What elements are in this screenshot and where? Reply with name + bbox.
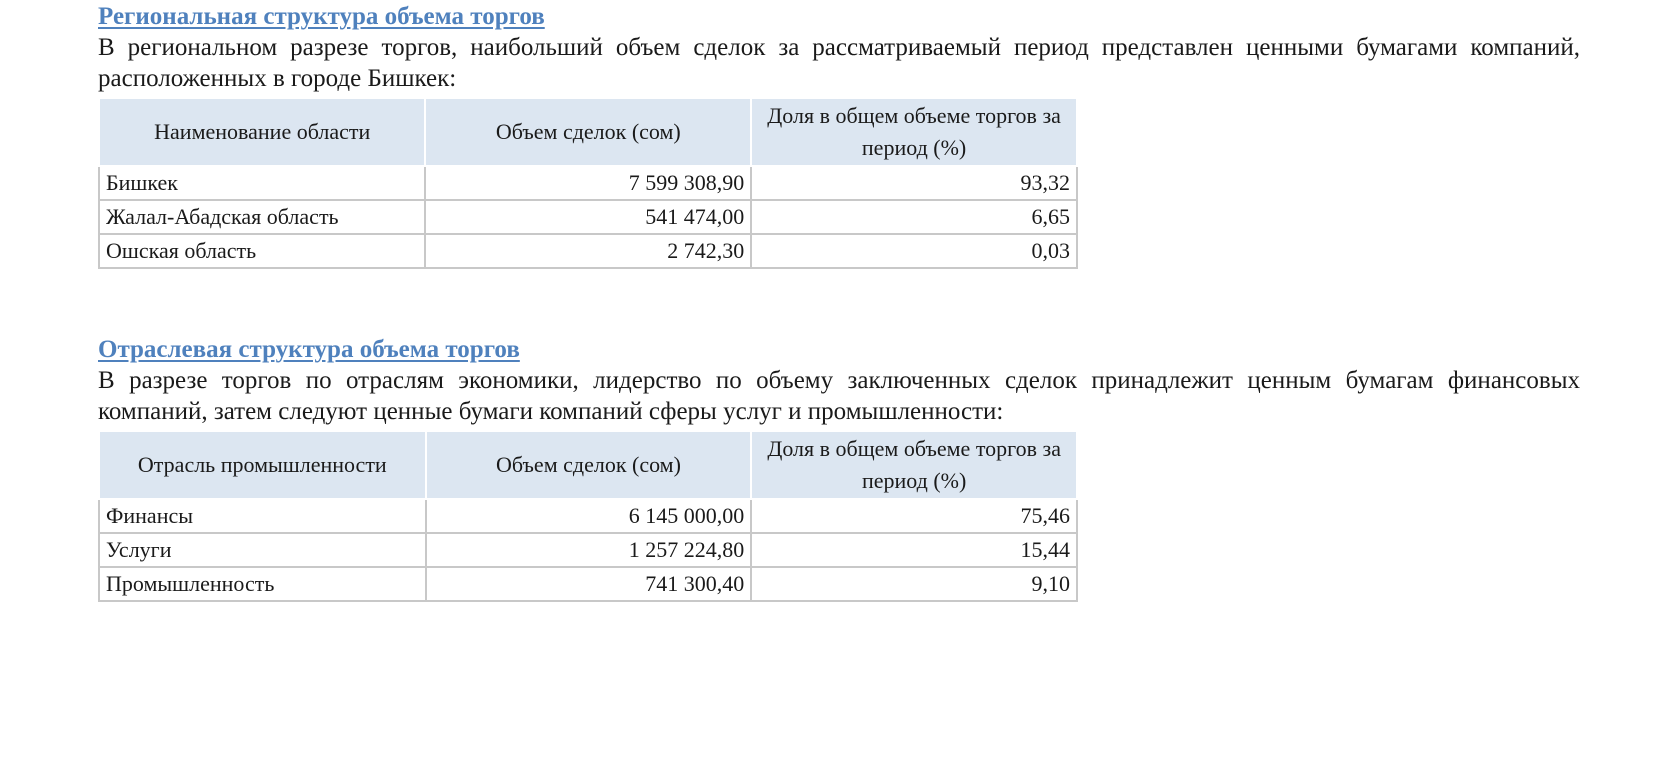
industry-name: Промышленность <box>99 567 426 601</box>
region-share: 0,03 <box>751 234 1077 268</box>
region-share: 6,65 <box>751 200 1077 234</box>
table-row <box>99 533 1077 567</box>
region-name: Жалал-Абадская область <box>99 200 425 234</box>
regional-section-title[interactable]: Региональная структура объема торгов <box>98 3 545 30</box>
industry-volume: 6 145 000,00 <box>426 499 752 533</box>
regional-header-region: Наименование области <box>99 98 425 166</box>
industry-share: 75,46 <box>751 499 1077 533</box>
sectoral-header-volume: Объем сделок (сом) <box>426 431 752 499</box>
sectoral-header-industry: Отрасль промышленности <box>99 431 426 499</box>
sectoral-table <box>98 430 1078 602</box>
sectoral-section-title[interactable]: Отраслевая структура объема торгов <box>98 336 520 363</box>
table-row <box>99 567 1077 601</box>
industry-share: 9,10 <box>751 567 1077 601</box>
industry-name: Услуги <box>99 533 426 567</box>
document-page <box>98 0 1580 602</box>
regional-header-volume: Объем сделок (сом) <box>425 98 751 166</box>
section-spacer <box>98 269 1580 333</box>
region-name: Ошская область <box>99 234 425 268</box>
table-row <box>99 499 1077 533</box>
region-volume: 7 599 308,90 <box>425 166 751 200</box>
industry-volume: 741 300,40 <box>426 567 752 601</box>
region-volume: 2 742,30 <box>425 234 751 268</box>
regional-table <box>98 97 1078 269</box>
region-volume: 541 474,00 <box>425 200 751 234</box>
sectoral-table-header-row <box>99 431 1077 499</box>
regional-table-header-row <box>99 98 1077 166</box>
regional-section-text: В региональном разрезе торгов, наибольший объем сделок за рассматриваемый период представлен ценными бумагами компаний, расположенных в городе Бишкек: <box>98 34 1580 92</box>
region-share: 93,32 <box>751 166 1077 200</box>
sectoral-section-text: В разрезе торгов по отраслям экономики, лидерство по объему заключенных сделок принадлежит ценным бумагам финансовых компаний, затем следуют ценные бумаги компаний сферы услуг и промышленности: <box>98 367 1580 425</box>
industry-name: Финансы <box>99 499 426 533</box>
table-row <box>99 166 1077 200</box>
regional-header-share: Доля в общем объеме торгов за период (%) <box>751 98 1077 166</box>
sectoral-header-share: Доля в общем объеме торгов за период (%) <box>751 431 1077 499</box>
industry-share: 15,44 <box>751 533 1077 567</box>
table-row <box>99 200 1077 234</box>
table-row <box>99 234 1077 268</box>
region-name: Бишкек <box>99 166 425 200</box>
industry-volume: 1 257 224,80 <box>426 533 752 567</box>
